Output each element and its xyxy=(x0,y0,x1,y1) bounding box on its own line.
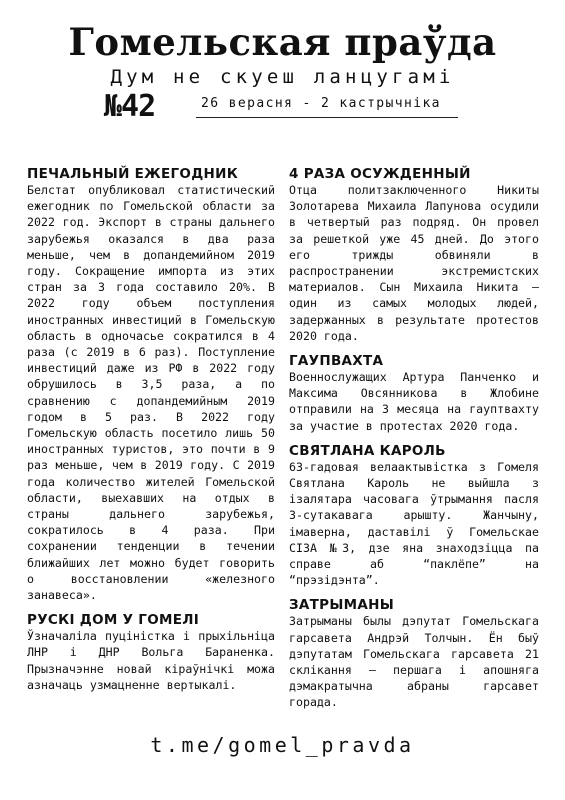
article-spacer xyxy=(289,434,539,443)
article-headline: ГАУПВАХТА xyxy=(289,353,384,370)
article-text: 63-гадовая велаактывістка з Гомеля Святлана Кароль не выйшла з ізалятара часовага ўтрымання пасля 3-сутакавага арышту. Жанчыну, імаверна, даставілі ў Гомельскае СІЗА №3, дзе яна знаходзіцца па справе аб “паклёпе” на “прэзідэнта”. xyxy=(289,459,539,588)
article-detained xyxy=(289,597,539,710)
article-text: Белстат опубликовал статистический ежегодник по Гомельской области за 2022 год. Экспорт в страны дальнего зарубежья оказался в два раза меньше, чем в допандемийном 2019 году. Сокращение импорта из этих стран за 3 года составило 20%. В 2022 году объем поступления иностранных инвестиций в Гомельскую область в одночасье сократился в 4 раза (с 2019 в 6 раз). Поступление инвестиций даже из РФ в 2022 году обрушилось в 3,5 раза, а по сравнению с допандемийным 2019 годом в 5 раз. В 2022 году Гомельскую область посетило лишь 50 иностранных туристов, это почти в 9 раз меньше, чем в 2019 году. С 2019 года количество жителей Гомельской области, выехавших на отдых в страны дальнего зарубежья, сократилось в 4 раза. При сохранении тенденции в течении ближайших лет можно будет говорить о восстановлении «железного занавеса». xyxy=(27,183,275,603)
issue-dates: 26 верасня - 2 кастрычніка xyxy=(201,96,441,111)
article-spacer xyxy=(289,344,539,353)
article-spacer xyxy=(27,603,275,612)
masthead-divider xyxy=(196,117,458,118)
article-yearbook xyxy=(27,166,275,603)
issue-number: №42 xyxy=(104,89,156,124)
article-spacer xyxy=(289,588,539,597)
article-headline: ЗАТРЫМАНЫ xyxy=(289,597,394,614)
article-guardhouse xyxy=(289,353,539,434)
article-text: Отца политзаключенного Никиты Золотарева Михаила Лапунова осудили в четвертый раз подряд. Он провел за решеткой уже 45 дней. До этого его трижды обвиняли в распространении экстремистских материалов. Сын Михаила Никита — один из самых молодых людей, задержанных в результате протестов 2020 года. xyxy=(289,183,539,343)
article-convicted xyxy=(289,166,539,344)
article-headline: РУСКІ ДОМ У ГОМЕЛІ xyxy=(27,612,200,629)
right-column xyxy=(289,166,539,711)
article-russian-house xyxy=(27,612,275,693)
telegram-channel-link[interactable]: t.me/gomel_pravda xyxy=(150,733,415,757)
article-headline: 4 РАЗА ОСУЖДЕННЫЙ xyxy=(289,166,471,182)
article-headline: ПЕЧАЛЬНЫЙ ЕЖЕГОДНИК xyxy=(27,166,239,182)
newspaper-title: Гомельская праўда xyxy=(68,20,497,64)
article-karol xyxy=(289,443,539,589)
newspaper-slogan: Дум не скуеш ланцугамі xyxy=(110,66,455,88)
article-text: Военнослужащих Артура Панченко и Максима Овсянникова в Жлобине отправили на 3 месяца на гауптвахту за участие в протестах 2020 года. xyxy=(289,370,539,433)
article-headline: СВЯТЛАНА КАРОЛЬ xyxy=(289,442,446,459)
left-column xyxy=(27,166,275,693)
article-text: Ўзначаліла пуціністка і прыхільніца ЛНР і ДНР Вольга Бараненка. Прызначэнне новай кіраўнічкі можа азначаць узмацненне вертыкалі. xyxy=(27,629,275,692)
article-text: Затрыманы былы дэпутат Гомельскага гарсавета Андрэй Толчын. Ён быў дэпутатам Гомельскага гарсавета 21 склікання — першага і апошняга дэмакратычна абраны гарсавет горада. xyxy=(289,614,539,710)
